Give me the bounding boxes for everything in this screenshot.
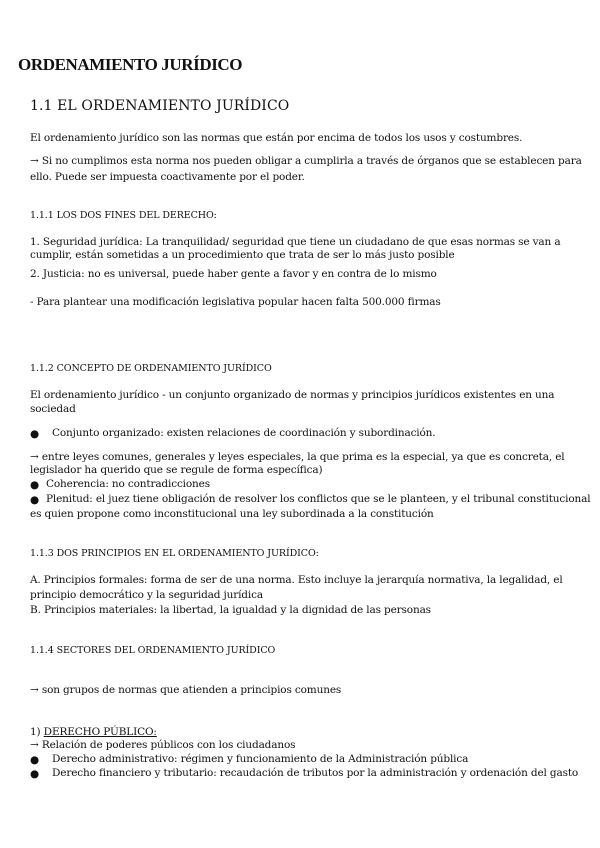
bullet-item: Derecho administrativo: régimen y funcionamiento de la Administración pública bbox=[52, 753, 469, 765]
grupos-line: → son grupos de normas que atienden a principios comunes bbox=[30, 684, 342, 696]
bullet-icon: ● bbox=[30, 494, 40, 506]
justicia-line: 2. Justicia: no es universal, puede haber gente a favor y en contra de lo mismo bbox=[30, 268, 437, 280]
section-heading: 1.1 EL ORDENAMIENTO JURÍDICO bbox=[30, 98, 290, 114]
bullet-icon: ● bbox=[30, 479, 40, 491]
bullet-item: Conjunto organizado: existen relaciones de coordinación y subordinación. bbox=[52, 427, 436, 439]
plenitud-line-cont: es quien propone como inconstitucional una ley subordinada a la constitución bbox=[30, 508, 434, 520]
heading-1-1-1: 1.1.1 LOS DOS FINES DEL DERECHO: bbox=[30, 210, 217, 221]
intro-arrow-line-cont: ello. Puede ser impuesta coactivamente por el poder. bbox=[30, 171, 305, 183]
bullet-icon: ● bbox=[30, 768, 40, 780]
bullet-icon: ● bbox=[30, 754, 40, 766]
seguridad-line: 1. Seguridad jurídica: La tranquilidad/ seguridad que tiene un ciudadano de que esas normas se van a bbox=[30, 236, 561, 248]
bullet-item: Coherencia: no contradicciones bbox=[46, 478, 210, 490]
principios-materiales-line: B. Principios materiales: la libertad, la igualdad y la dignidad de las personas bbox=[30, 604, 431, 616]
concepto-line: El ordenamiento jurídico - un conjunto organizado de normas y principios jurídicos existentes en una bbox=[30, 389, 555, 401]
principios-formales-line-cont: principio democrático y la seguridad jurídica bbox=[30, 589, 263, 601]
derecho-publico-label: DERECHO PÚBLICO: bbox=[43, 726, 157, 738]
seguridad-line-cont: cumplir, están sometidas a un procedimiento que trata de ser lo más justo posible bbox=[30, 249, 455, 261]
list-number: 1) bbox=[30, 726, 44, 738]
relacion-line: → Relación de poderes públicos con los ciudadanos bbox=[30, 739, 296, 751]
firmas-line: - Para plantear una modificación legislativa popular hacen falta 500.000 firmas bbox=[30, 296, 441, 308]
heading-1-1-2: 1.1.2 CONCEPTO DE ORDENAMIENTO JURÍDICO bbox=[30, 363, 272, 374]
bullet-item: Plenitud: el juez tiene obligación de resolver los conflictos que se le planteen, y el tribunal constitucional bbox=[46, 493, 591, 505]
principios-formales-line: A. Principios formales: forma de ser de una norma. Esto incluye la jerarquía normativa, la legalidad, el bbox=[30, 574, 563, 586]
heading-1-1-4: 1.1.4 SECTORES DEL ORDENAMIENTO JURÍDICO bbox=[30, 645, 276, 656]
bullet-icon: ● bbox=[30, 428, 40, 440]
intro-paragraph: El ordenamiento jurídico son las normas que están por encima de todos los usos y costumbres. bbox=[30, 132, 523, 144]
heading-1-1-3: 1.1.3 DOS PRINCIPIOS EN EL ORDENAMIENTO JURÍDICO: bbox=[30, 548, 319, 559]
intro-arrow-line: → Si no cumplimos esta norma nos pueden obligar a cumplirla a través de órganos que se establecen para bbox=[30, 155, 582, 167]
concepto-line-cont: sociedad bbox=[30, 403, 76, 415]
derecho-publico-heading bbox=[30, 726, 157, 739]
leyes-line: → entre leyes comunes, generales y leyes especiales, la que prima es la especial, ya que es concreta, el bbox=[30, 451, 565, 463]
leyes-line-cont: legislador ha querido que se regule de forma específica) bbox=[30, 464, 323, 476]
page-title: ORDENAMIENTO JURÍDICO bbox=[18, 55, 243, 74]
bullet-item: Derecho financiero y tributario: recaudación de tributos por la administración y ordenación del gasto bbox=[52, 767, 579, 779]
